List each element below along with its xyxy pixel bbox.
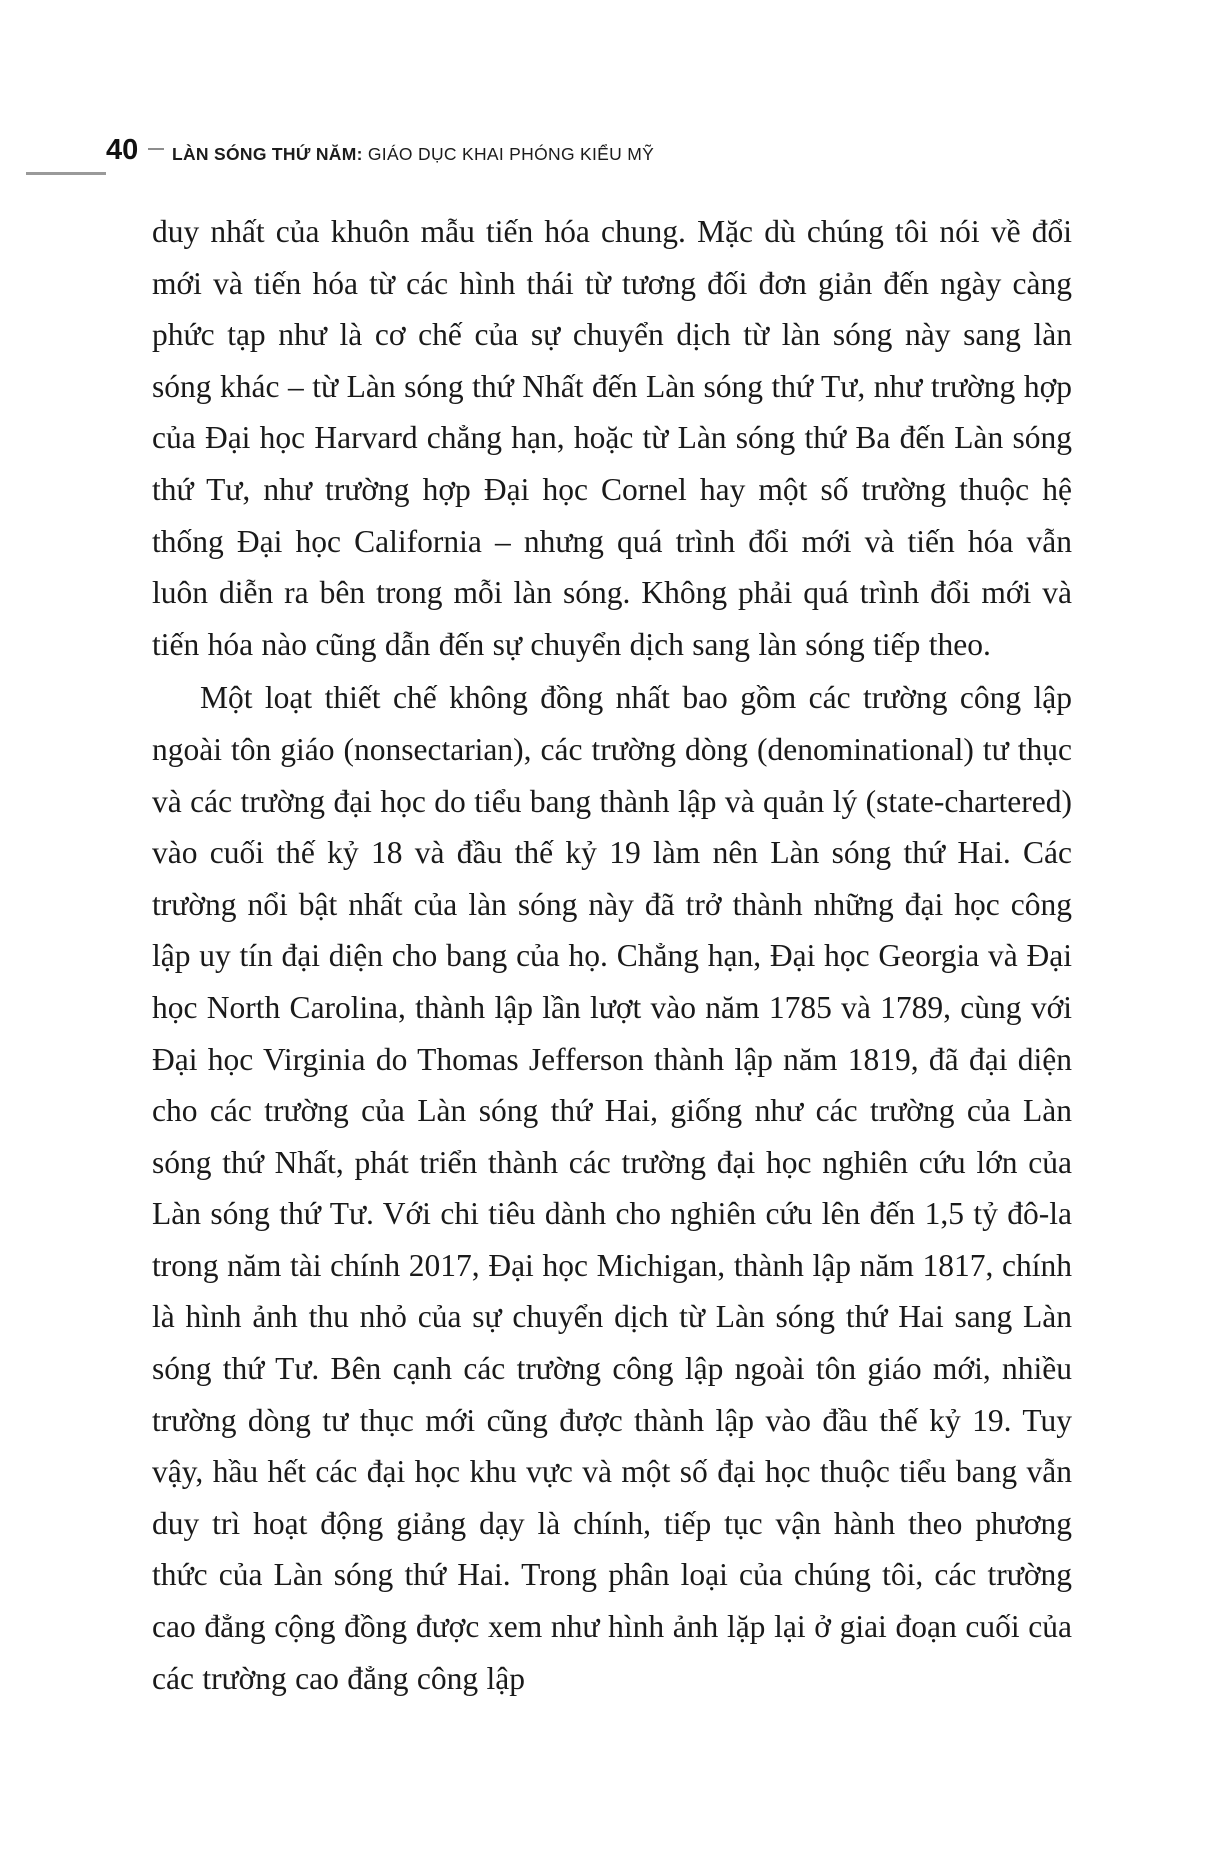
running-head: [0, 128, 1221, 174]
running-title-strong: LÀN SÓNG THỨ NĂM:: [172, 144, 363, 164]
page-number: 40: [106, 134, 139, 166]
header-rule-divider: [148, 148, 164, 150]
running-title: [172, 144, 654, 165]
header-rule-left: [26, 172, 106, 175]
paragraph-1: duy nhất của khuôn mẫu tiến hóa chung. Mặc dù chúng tôi nói về đổi mới và tiến hóa từ các hình thái từ tương đối đơn giản đến ngày càng phức tạp như là cơ chế của sự chuyển dịch từ làn sóng này sang làn sóng khác – từ Làn sóng thứ Nhất đến Làn sóng thứ Tư, như trường hợp của Đại học Harvard chẳng hạn, hoặc từ Làn sóng thứ Ba đến Làn sóng thứ Tư, như trường hợp Đại học Cornel hay một số trường thuộc hệ thống Đại học California – nhưng quá trình đổi mới và tiến hóa vẫn luôn diễn ra bên trong mỗi làn sóng. Không phải quá trình đổi mới và tiến hóa nào cũng dẫn đến sự chuyển dịch sang làn sóng tiếp theo.: [152, 214, 1072, 662]
body-text-column: [152, 206, 1072, 1704]
paragraph-2: Một loạt thiết chế không đồng nhất bao gồm các trường công lập ngoài tôn giáo (nonsectarian), các trường dòng (denominational) tư thục và các trường đại học do tiểu bang thành lập và quản lý (state-chartered) vào cuối thế kỷ 18 và đầu thế kỷ 19 làm nên Làn sóng thứ Hai. Các trường nổi bật nhất của làn sóng này đã trở thành những đại học công lập uy tín đại diện cho bang của họ. Chẳng hạn, Đại học Georgia và Đại học North Carolina, thành lập lần lượt vào năm 1785 và 1789, cùng với Đại học Virginia do Thomas Jefferson thành lập năm 1819, đã đại diện cho các trường của Làn sóng thứ Hai, giống như các trường của Làn sóng thứ Nhất, phát triển thành các trường đại học nghiên cứu lớn của Làn sóng thứ Tư. Với chi tiêu dành cho nghiên cứu lên đến 1,5 tỷ đô-la trong năm tài chính 2017, Đại học Michigan, thành lập năm 1817, chính là hình ảnh thu nhỏ của sự chuyển dịch từ Làn sóng thứ Hai sang Làn sóng thứ Tư. Bên cạnh các trường công lập ngoài tôn giáo mới, nhiều trường dòng tư thục mới cũng được thành lập vào đầu thế kỷ 19. Tuy vậy, hầu hết các đại học khu vực và một số đại học thuộc tiểu bang vẫn duy trì hoạt động giảng dạy là chính, tiếp tục vận hành theo phương thức của Làn sóng thứ Hai. Trong phân loại của chúng tôi, các trường cao đẳng cộng đồng được xem như hình ảnh lặp lại ở giai đoạn cuối của các trường cao đẳng công lập: [152, 680, 1072, 1696]
running-title-rest: GIÁO DỤC KHAI PHÓNG KIỂU MỸ: [362, 144, 655, 164]
